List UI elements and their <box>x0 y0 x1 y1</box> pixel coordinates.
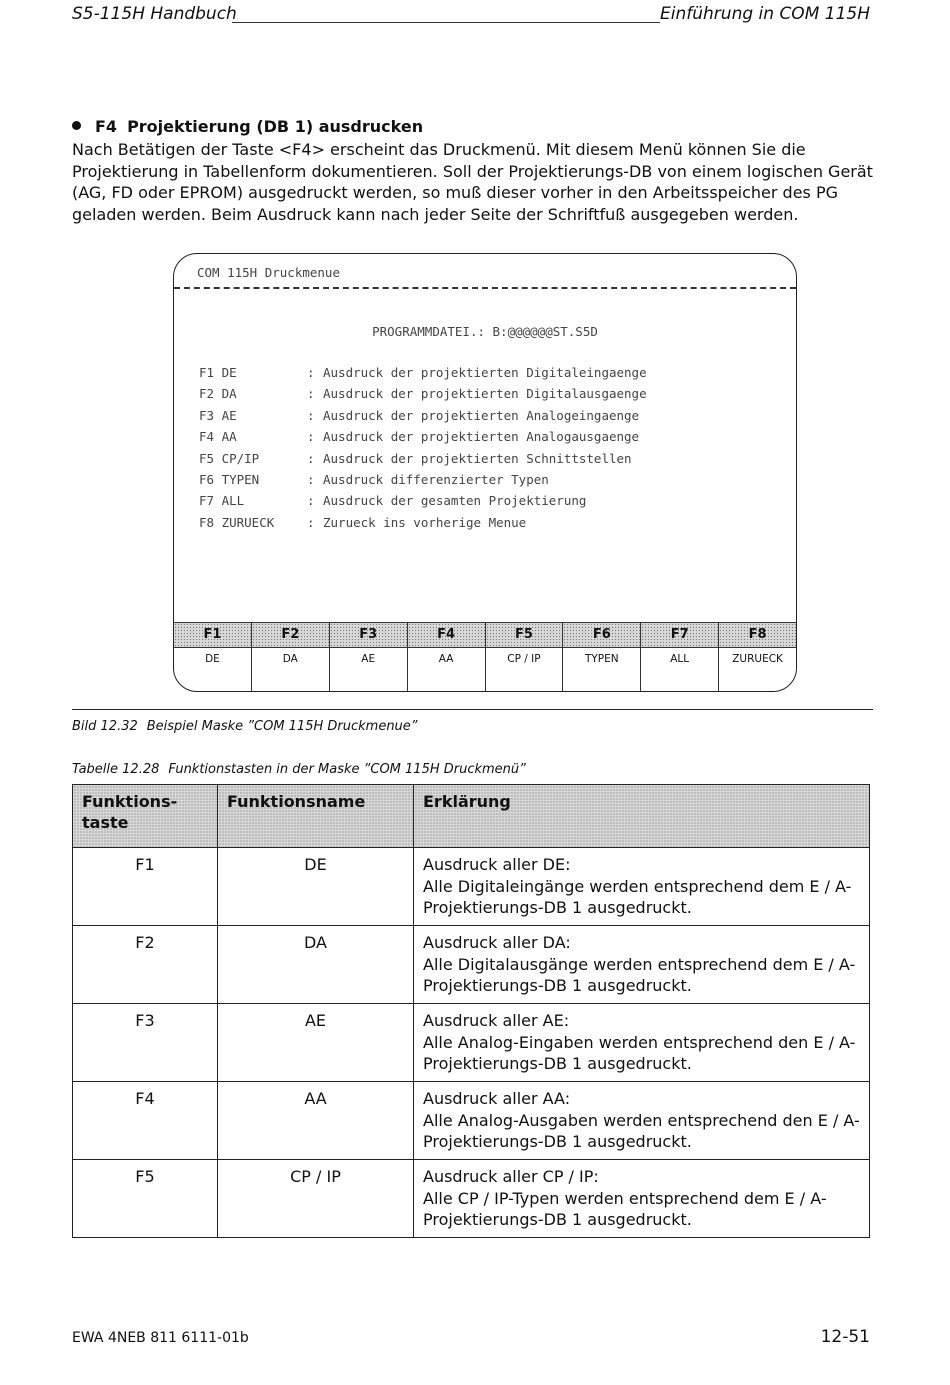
cell-explanation <box>414 1160 870 1238</box>
explanation-title: Ausdruck aller DE: <box>423 855 571 874</box>
cell-explanation <box>414 1082 870 1160</box>
explanation-text: Alle Analog-Ausgaben werden entsprechend den E / A-Projektierungs-DB 1 ausgedruckt. <box>423 1110 860 1151</box>
table-number: Tabelle 12.28 <box>72 762 160 777</box>
fkey-button-f2[interactable] <box>252 622 330 691</box>
fkey-label: F3 <box>330 622 407 648</box>
menu-option-key: F1 DE <box>199 365 237 380</box>
fkey-label: F4 <box>408 622 485 648</box>
menu-option[interactable]: F6 TYPEN : Ausdruck differenzierter Typen <box>199 469 647 490</box>
explanation-title: Ausdruck aller DA: <box>423 933 571 952</box>
cell-explanation <box>414 848 870 926</box>
explanation-text: Alle Digitalausgänge werden entsprechend dem E / A-Projektierungs-DB 1 ausgedruckt. <box>423 954 856 995</box>
explanation-text: Alle CP / IP-Typen werden entsprechend dem E / A-Projektierungs-DB 1 ausgedruckt. <box>423 1188 827 1229</box>
fkey-button-f7[interactable] <box>641 622 719 691</box>
fkey-function: CP / IP <box>507 653 541 665</box>
fkey-button-f1[interactable] <box>174 622 252 691</box>
fkey-function: TYPEN <box>584 653 619 665</box>
table-caption-text: Funktionstasten in der Maske ”COM 115H Druckmenü” <box>168 762 526 777</box>
cell-name: AE <box>218 1004 414 1082</box>
menu-option-text: Ausdruck der projektierten Digitaleingaenge <box>323 365 647 380</box>
table-row <box>73 926 870 1004</box>
fkey-function: ALL <box>670 653 690 665</box>
table-caption <box>72 762 526 777</box>
intro-paragraph: Nach Betätigen der Taste <F4> erscheint das Druckmenü. Mit diesem Menü können Sie die Projektierung in Tabellenform dokumentieren. Soll der Projektierungs-DB von einem logischen Gerät (AG, FD oder EPROM) ausgedruckt werden, so muß dieser vorher in den Arbeitsspeicher des PG geladen werden. Beim Ausdruck kann nach jeder Seite der Schriftfuß ausgegeben werden. <box>72 140 873 224</box>
fkey-button-f8[interactable] <box>719 622 796 691</box>
fkey-button-f5[interactable] <box>486 622 564 691</box>
function-key-table <box>72 784 870 1238</box>
menu-option-text: Ausdruck der projektierten Analogeingaenge <box>323 407 640 423</box>
figure-caption <box>72 719 418 734</box>
explanation-title: Ausdruck aller CP / IP: <box>423 1167 599 1186</box>
menu-option-text: Ausdruck der projektierten Schnittstellen <box>323 450 632 466</box>
cell-name: DE <box>218 848 414 926</box>
cell-key: F5 <box>73 1160 218 1238</box>
menu-option-key: F4 AA <box>199 429 237 445</box>
cell-key: F1 <box>73 848 218 926</box>
header-manual-title: S5-115H Handbuch <box>72 4 237 24</box>
fkey-button-f3[interactable] <box>330 622 408 691</box>
program-file-line: PROGRAMMDATEI.: B:@@@@@@ST.S5D <box>372 324 598 339</box>
column-header: Funktionsname <box>218 785 414 848</box>
menu-option-text: Zurueck ins vorherige Menue <box>323 514 527 530</box>
fkey-function: DA <box>282 653 298 665</box>
column-header: Erklärung <box>414 785 870 848</box>
fkey-label: F1 <box>174 622 251 648</box>
section-key: F4 <box>95 117 118 136</box>
menu-option-text: Ausdruck der projektierten Digitalausgaenge <box>323 386 647 402</box>
menu-option[interactable]: F3 AE : Ausdruck der projektierten Analogeingaenge <box>199 405 647 426</box>
table-row <box>73 1160 870 1238</box>
cell-name: AA <box>218 1082 414 1160</box>
menu-option-key: F6 TYPEN <box>199 471 260 487</box>
fkey-function: DE <box>205 653 220 665</box>
cell-key: F2 <box>73 926 218 1004</box>
table-row <box>73 1082 870 1160</box>
menu-option-key: F5 CP/IP <box>199 450 260 466</box>
explanation-text: Alle Digitaleingänge werden entsprechend dem E / A-Projektierungs-DB 1 ausgedruckt. <box>423 876 852 917</box>
figure-caption-text: Beispiel Maske ”COM 115H Druckmenue” <box>146 719 418 734</box>
fkey-label: F7 <box>641 622 718 648</box>
menu-option[interactable]: F2 DA : Ausdruck der projektierten Digitalausgaenge <box>199 383 647 404</box>
fkey-label: F2 <box>252 622 329 648</box>
menu-option[interactable]: F7 ALL : Ausdruck der gesamten Projektierung <box>199 490 647 511</box>
fkey-button-f4[interactable] <box>408 622 486 691</box>
screen-dashed-divider <box>174 287 796 289</box>
figure-number: Bild 12.32 <box>72 719 138 734</box>
table-header-row <box>73 785 870 848</box>
fkey-function: AA <box>438 653 454 665</box>
fkey-label: F6 <box>563 622 640 648</box>
table-row <box>73 848 870 926</box>
figure-rule <box>72 709 873 710</box>
explanation-title: Ausdruck aller AE: <box>423 1011 570 1030</box>
fkey-label: F5 <box>486 622 563 648</box>
section-title: Projektierung (DB 1) ausdrucken <box>127 117 424 136</box>
table-row <box>73 1004 870 1082</box>
function-key-bar <box>174 622 796 691</box>
bullet-icon <box>72 121 81 130</box>
menu-option-key: F7 ALL <box>199 493 245 509</box>
menu-option[interactable]: F1 DE : Ausdruck der projektierten Digitaleingaenge <box>199 362 647 383</box>
footer-page-number: 12-51 <box>820 1327 870 1347</box>
cell-explanation <box>414 1004 870 1082</box>
menu-option-key: F3 AE <box>199 407 237 423</box>
print-menu-screen <box>173 253 797 692</box>
menu-options <box>199 362 647 533</box>
fkey-button-f6[interactable] <box>563 622 641 691</box>
explanation-text: Alle Analog-Eingaben werden entsprechend den E / A-Projektierungs-DB 1 ausgedruckt. <box>423 1032 856 1073</box>
fkey-function: AE <box>361 653 376 665</box>
column-header: Funktions-taste <box>73 785 218 848</box>
cell-name: DA <box>218 926 414 1004</box>
header-rule <box>232 22 660 23</box>
explanation-title: Ausdruck aller AA: <box>423 1089 571 1108</box>
section-heading <box>72 117 423 136</box>
footer-doc-number: EWA 4NEB 811 6111-01b <box>72 1330 249 1346</box>
menu-option-text: Ausdruck der projektierten Analogausgaenge <box>323 429 640 445</box>
menu-option-text: Ausdruck der gesamten Projektierung <box>323 493 587 509</box>
header-chapter-title: Einführung in COM 115H <box>660 4 870 24</box>
cell-name: CP / IP <box>218 1160 414 1238</box>
menu-option[interactable]: F5 CP/IP : Ausdruck der projektierten Schnittstellen <box>199 448 647 469</box>
menu-option-key: F2 DA <box>199 386 237 402</box>
menu-option-text: Ausdruck differenzierter Typen <box>323 471 549 487</box>
cell-explanation <box>414 926 870 1004</box>
cell-key: F4 <box>73 1082 218 1160</box>
cell-key: F3 <box>73 1004 218 1082</box>
screen-title: COM 115H Druckmenue <box>197 265 340 280</box>
fkey-function: ZURUECK <box>732 653 783 665</box>
menu-option[interactable]: F8 ZURUECK : Zurueck ins vorherige Menue <box>199 512 647 533</box>
fkey-label: F8 <box>719 622 796 648</box>
menu-option-key: F8 ZURUECK <box>199 514 275 530</box>
menu-option[interactable]: F4 AA : Ausdruck der projektierten Analogausgaenge <box>199 426 647 447</box>
